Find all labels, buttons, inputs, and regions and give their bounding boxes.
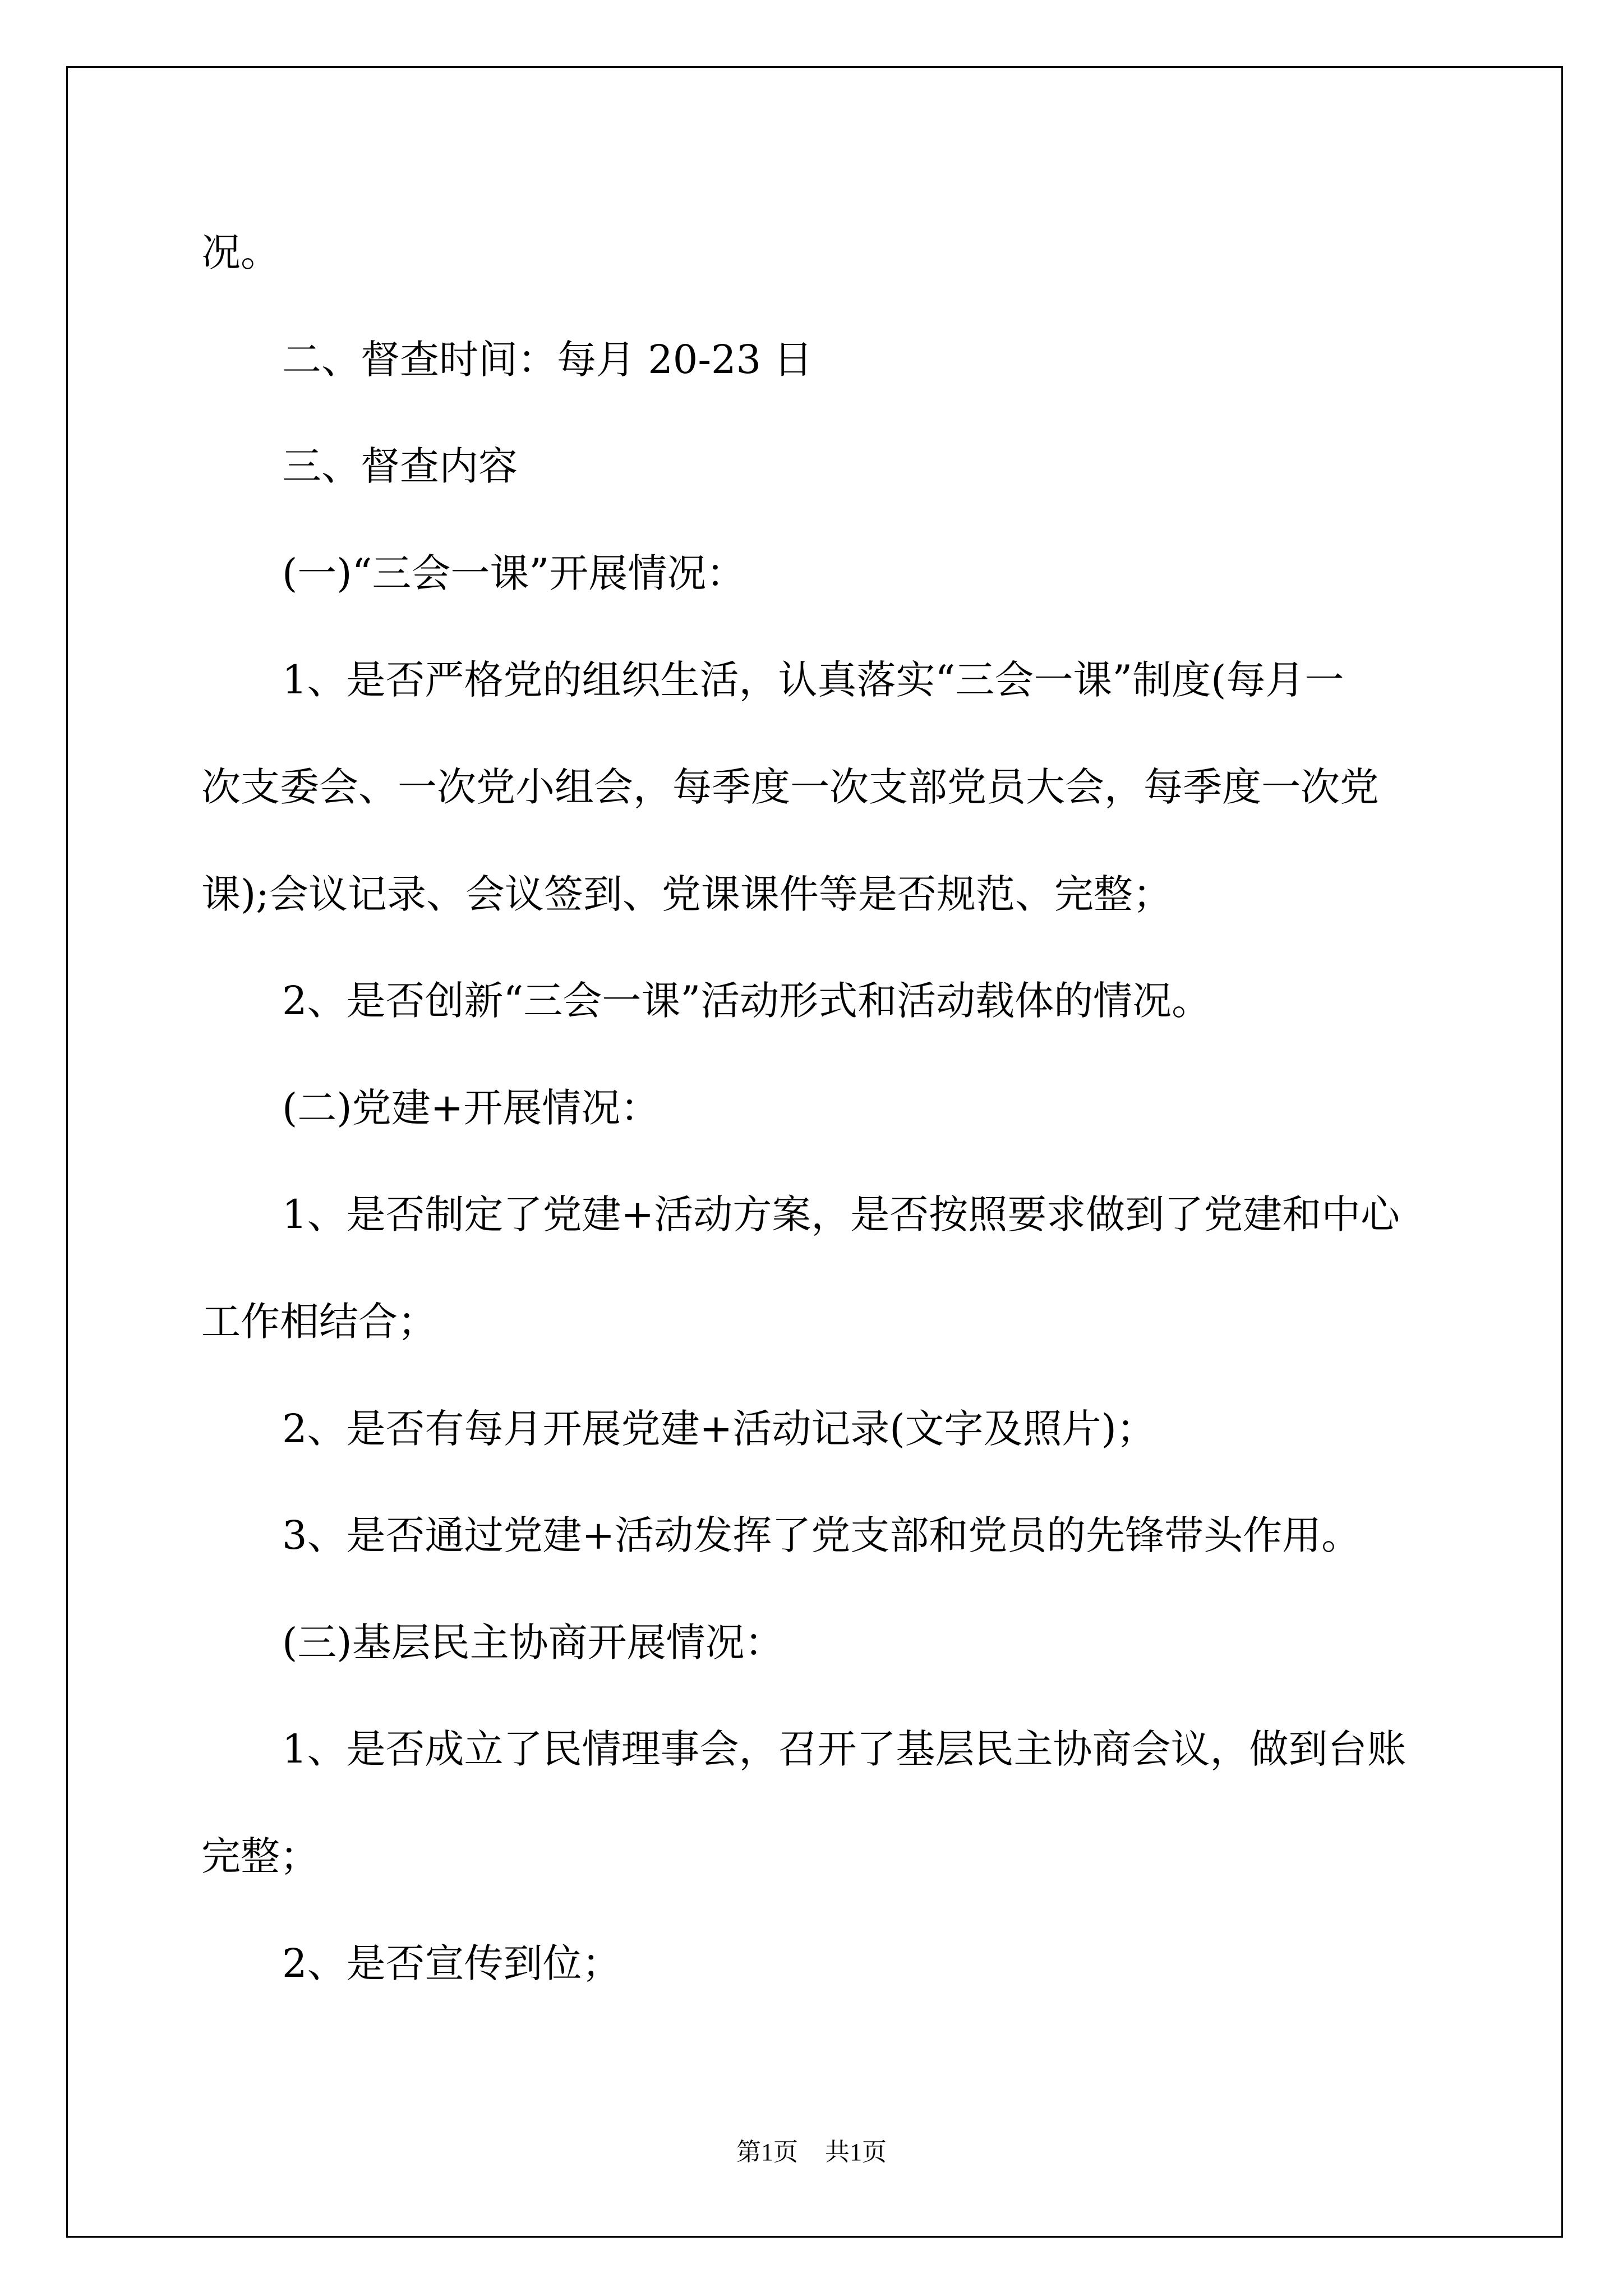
subsection-heading-1: (一)“三会一课”开展情况： <box>282 550 746 596</box>
text-line: 1、是否严格党的组织生活，认真落实“三会一课”制度(每月一 <box>282 657 1344 703</box>
document-body <box>201 199 1491 2017</box>
text-line: 工作相结合； <box>201 1298 437 1345</box>
text-line: 完整； <box>201 1833 319 1879</box>
section-heading-supervision-content: 三、督查内容 <box>282 443 518 490</box>
section-heading-supervision-time: 二、督查时间：每月 20-23 日 <box>282 336 813 383</box>
text-line: 2、是否有每月开展党建+活动记录(文字及照片)； <box>282 1405 1156 1452</box>
page-footer <box>0 2136 1623 2169</box>
text-line: 次支委会、一次党小组会，每季度一次支部党员大会，每季度一次党 <box>201 763 1379 810</box>
text-line: 况。 <box>201 229 280 275</box>
text-line: 2、是否宣传到位； <box>282 1940 621 1986</box>
text-line: 1、是否制定了党建+活动方案，是否按照要求做到了党建和中心 <box>282 1191 1400 1238</box>
subsection-heading-2: (二)党建+开展情况： <box>282 1084 660 1131</box>
text-line: 2、是否创新“三会一课”活动形式和活动载体的情况。 <box>282 978 1211 1024</box>
subsection-heading-3: (三)基层民主协商开展情况： <box>282 1619 784 1665</box>
footer-total-pages: 共1页 <box>825 2138 887 2166</box>
text-line: 1、是否成立了民情理事会，召开了基层民主协商会议，做到台账 <box>282 1726 1407 1773</box>
text-line: 3、是否通过党建+活动发挥了党支部和党员的先锋带头作用。 <box>282 1512 1361 1559</box>
text-line: 课);会议记录、会议签到、党课课件等是否规范、完整； <box>201 871 1172 917</box>
footer-current-page: 第1页 <box>736 2138 798 2166</box>
